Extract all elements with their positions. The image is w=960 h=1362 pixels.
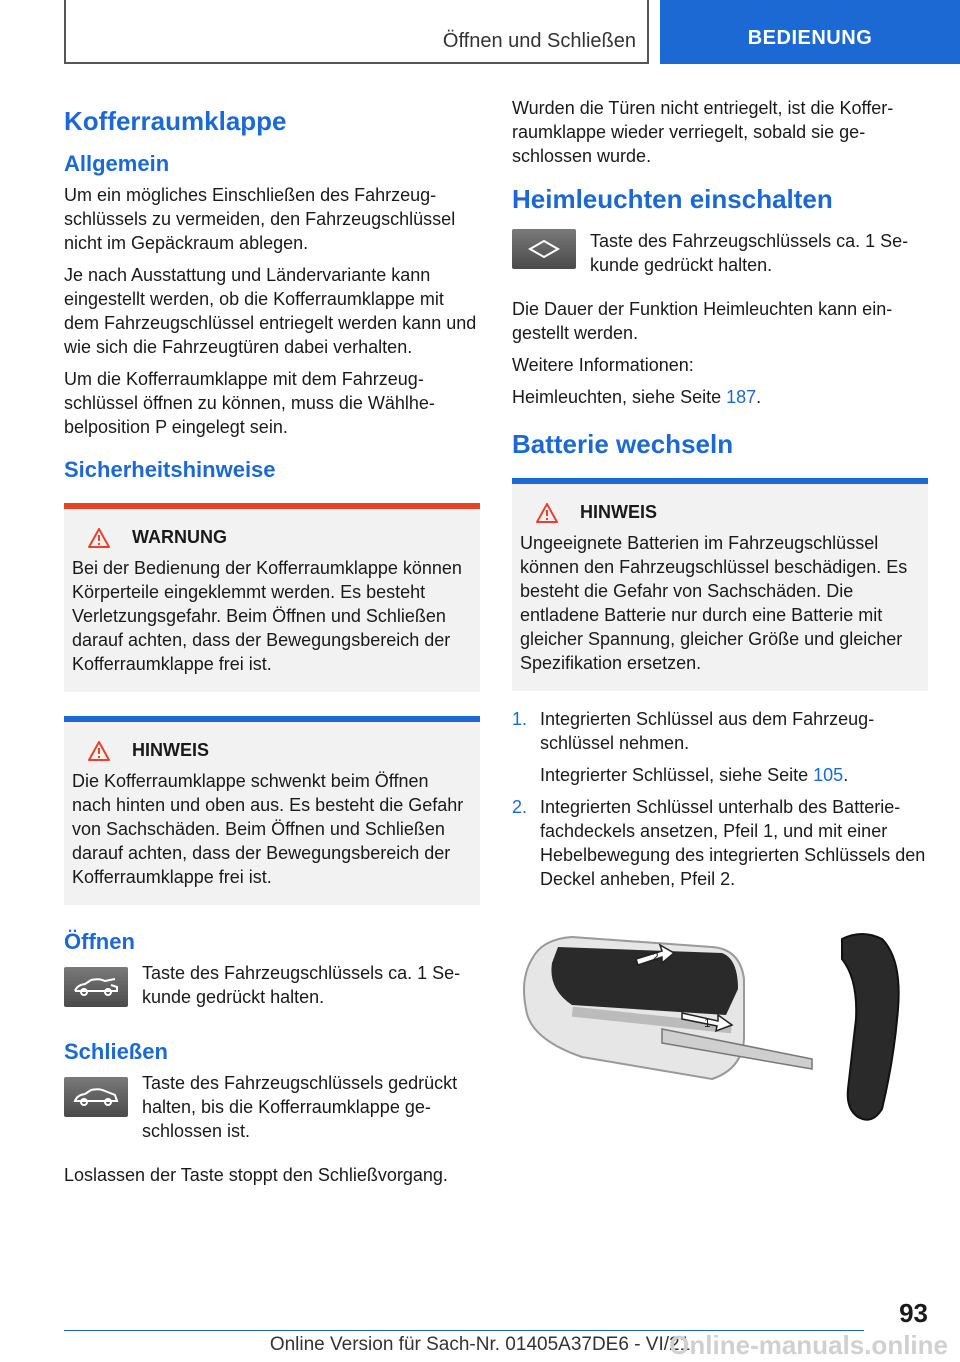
- heimleuchten-text: Taste des Fahrzeugschlüssels ca. 1 Sekunde gedrückt halten.: [590, 231, 909, 275]
- close-text: Taste des Fahrzeugschlüssels gedrückt halten, bis die Kofferraumklappe geschlossen ist.: [142, 1073, 458, 1141]
- left-column: [64, 96, 480, 1195]
- step-number: 2.: [512, 797, 528, 817]
- close-row: [64, 1071, 480, 1151]
- footer-text: Online Version für Sach-Nr. 01405A37DE6 - VI/21: [269, 1334, 691, 1355]
- warning-text: Bei der Bedienung der Kofferraumklappe können Körperteile eingeklemmt werden. Es besteht Verletzungsgefahr. Beim Öffnen und Schließen darauf achten, dass der Bewegungsbereich der Kofferraumklappe frei ist.: [72, 558, 462, 674]
- paragraph: Die Dauer der Funktion Heimleuchten kann eingestellt werden.: [512, 299, 893, 343]
- heimleuchten-row: [512, 229, 928, 285]
- list-item: [512, 795, 928, 891]
- paragraph: Weitere Informationen:: [512, 355, 694, 375]
- open-text: Taste des Fahrzeugschlüssels ca. 1 Sekunde gedrückt halten.: [142, 963, 461, 1007]
- right-column: [512, 96, 928, 1134]
- trunk-button-image: [64, 1077, 128, 1117]
- key-battery-figure: [512, 919, 928, 1129]
- heading-close: Schließen: [64, 1039, 168, 1064]
- heading-open: Öffnen: [64, 929, 135, 954]
- watermark: Online-manuals.online: [669, 1330, 948, 1360]
- warning-triangle-icon: [536, 503, 558, 523]
- car-trunk-open-icon: [71, 975, 121, 999]
- step-number: 1.: [512, 709, 528, 729]
- paragraph: Um die Kofferraumklappe mit dem Fahrzeugschlüssel öffnen zu können, muss die Wählhebelposition P eingelegt sein.: [64, 369, 435, 437]
- trunk-button-image: [64, 967, 128, 1007]
- heading-safety: Sicherheitshinweise: [64, 457, 276, 482]
- warning-label: WARNUNG: [132, 527, 227, 547]
- car-trunk-close-icon: [71, 1085, 121, 1109]
- hint-text: Ungeeignete Batterien im Fahrzeugschlüssel können den Fahrzeugschlüssel beschädigen. Es besteht die Gefahr von Sachschäden. Die entladene Batterie nur durch eine Batterie mit gleicher Spannung, gleicher Größe und gleicher Spezifikation ersetzen.: [520, 533, 908, 673]
- header-underline: [64, 62, 649, 64]
- header-divider-right: [647, 0, 649, 64]
- steps-list: [512, 707, 928, 891]
- page-link[interactable]: 187: [726, 387, 757, 407]
- heading-allgemein: Allgemein: [64, 151, 170, 176]
- light-button-image: [512, 229, 576, 269]
- warning-box: [64, 503, 480, 692]
- step-text: Integrierten Schlüssel unterhalb des Batteriefachdeckels ansetzen, Pfeil 1, und mit einer Hebelbewegung des integrierten Schlüssels den Deckel anheben, Pfeil 2.: [540, 797, 926, 889]
- cross-reference: Integrierter Schlüssel, siehe Seite 105.: [540, 765, 849, 785]
- diamond-icon: [526, 239, 562, 259]
- close-text-2: Loslassen der Taste stoppt den Schließvorgang.: [64, 1165, 448, 1185]
- page-link[interactable]: 105: [813, 765, 844, 785]
- hint-box: [512, 478, 928, 691]
- paragraph: Um ein mögliches Einschließen des Fahrzeugschlüssels zu vermeiden, den Fahrzeugschlüssel nicht im Gepäckraum ablegen.: [64, 185, 456, 253]
- hint-box: [64, 716, 480, 905]
- hint-label: HINWEIS: [580, 502, 658, 522]
- intro-paragraph: Wurden die Türen nicht entriegelt, ist die Kofferraumklappe wieder verriegelt, sobald sie geschlossen wurde.: [512, 98, 894, 166]
- arrow-label-1: 1: [704, 1016, 711, 1030]
- step-text: Integrierten Schlüssel aus dem Fahrzeugschlüssel nehmen.: [540, 709, 875, 753]
- hint-text: Die Kofferraumklappe schwenkt beim Öffnen nach hinten und oben aus. Es besteht die Gefahr von Sachschäden. Beim Öffnen und Schließen darauf achten, dass der Bewegungsbereich der Kofferraumklappe frei ist.: [72, 771, 464, 887]
- page-title: Kofferraumklappe: [64, 106, 287, 136]
- cross-reference: Heimleuchten, siehe Seite 187.: [512, 387, 762, 407]
- warning-triangle-icon: [88, 741, 110, 761]
- heading-heimleuchten: Heimleuchten einschalten: [512, 184, 833, 214]
- list-item: [512, 707, 928, 787]
- warning-triangle-icon: [88, 528, 110, 548]
- key-handle: [842, 934, 899, 1120]
- open-row: [64, 961, 480, 1017]
- heading-battery: Batterie wechseln: [512, 429, 734, 459]
- chapter-title: Öffnen und Schließen: [442, 30, 636, 52]
- hint-label: HINWEIS: [132, 740, 210, 760]
- arrow-label-2: 2: [652, 950, 659, 964]
- paragraph: Je nach Ausstattung und Ländervariante kann eingestellt werden, ob die Kofferraumklappe mit dem Fahrzeugschlüssel entriegelt werden kann und wie sich die Fahrzeugtüren dabei verhalten.: [64, 265, 477, 357]
- section-tab[interactable]: BEDIENUNG: [660, 0, 960, 64]
- page-number: 93: [899, 1298, 928, 1328]
- header-divider-left: [64, 0, 66, 64]
